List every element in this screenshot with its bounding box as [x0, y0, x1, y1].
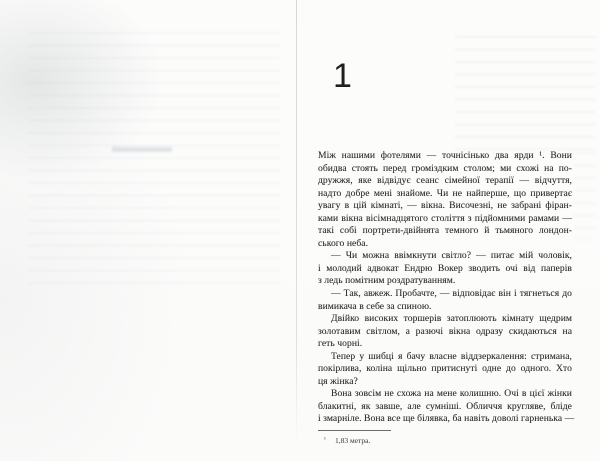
- bleedthrough-title-smudge: [112, 147, 172, 152]
- text-line: Тепер у шибці я бачу власне віддзеркалення: стримана,: [331, 350, 572, 362]
- text-line: ками вікна вісімнадцятого століття з підйомними рамами —: [318, 212, 572, 224]
- left-blank-page: [0, 0, 297, 461]
- text-line: Між нашими фотелями — точнісінько два ярди ¹. Вони: [318, 150, 572, 161]
- text-line: обидва стоять перед громіздким столом; ми схожі на по-: [318, 162, 572, 174]
- right-text-page: [297, 0, 600, 461]
- text-line: блакитні, як завше, але сумніші. Обличчя кругляве, бліде: [318, 400, 572, 412]
- text-line: ського неба.: [318, 237, 369, 249]
- footnote: [324, 435, 370, 446]
- text-line: і молодий адвокат Ендрю Вокер зводить очі від паперів: [318, 262, 572, 274]
- text-line: Двійко високих торшерів затоплюють кімнату щедрим: [331, 313, 572, 325]
- footnote-text: 1,83 метра.: [334, 436, 371, 445]
- text-line: дружжя, яке відвідує сеанс сімейної терапії — відчуття,: [318, 175, 572, 187]
- text-line: ця жінка?: [318, 375, 358, 387]
- text-line: геть чорні.: [318, 338, 363, 350]
- bleedthrough-texture-right-margin: [574, 152, 595, 240]
- text-line: з ледь помітним роздратуванням.: [318, 275, 456, 287]
- text-line: покірлива, коліна щільно притиснуті одне до одного. Хто: [318, 363, 572, 375]
- text-line: вимикача в себе за спиною.: [318, 300, 432, 312]
- text-line: золотавим світлом, а разючі вікна одразу скидаються на: [318, 325, 572, 337]
- chapter-number: 1: [333, 57, 352, 95]
- text-line: і змарніле. Вона все ще білявка, ба навіть доволі гарненька —: [318, 413, 575, 425]
- bleedthrough-texture-right-top: [455, 36, 595, 150]
- text-line: Вона зовсім не схожа на мене колишню. Очі в цієї жінки: [331, 388, 572, 400]
- text-line: увагу в цій кімнаті, — вікна. Височезні, не забрані фіран-: [318, 200, 572, 212]
- footnote-marker: ¹: [324, 436, 326, 443]
- text-line: — Чи можна ввімкнути світло? — питає мій чоловік,: [331, 250, 572, 262]
- text-line: — Так, авжеж. Пробачте, — відповідає він і тягнеться до: [331, 288, 572, 300]
- text-block: [318, 150, 575, 426]
- footnote-rule: [318, 430, 391, 431]
- text-line: такі собі портрети-двійнята темного й тьмяного лондон-: [318, 225, 572, 237]
- text-line: надто добре мені знайоме. Чи не найперше, що привертає: [318, 187, 572, 199]
- bleedthrough-texture-left: [28, 32, 280, 290]
